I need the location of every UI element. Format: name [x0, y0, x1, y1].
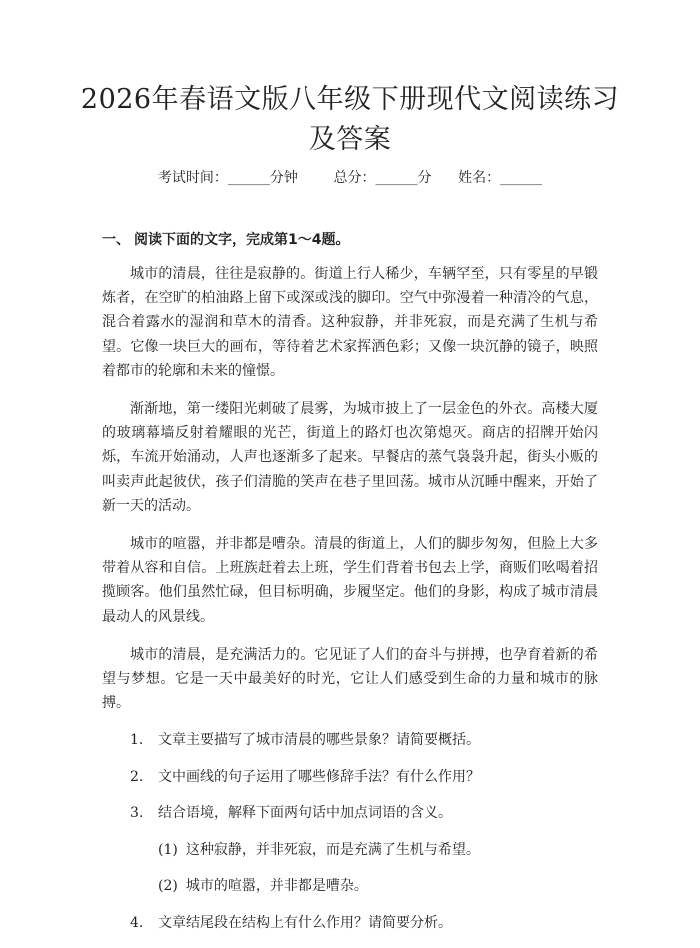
passage-paragraph-4: 城市的清晨，是充满活力的。它见证了人们的奋斗与拼搏，也孕育着新的希望与梦想。它是一天中最美好的时光，它让人们感受到生命的力量和城市的脉搏。: [102, 646, 598, 712]
question-2: [102, 766, 598, 788]
title-line-1: 2026年春语文版八年级下册现代文阅读练习: [80, 84, 620, 115]
passage-paragraph-2: 渐渐地，第一缕阳光刺破了晨雾，为城市披上了一层金色的外衣。高楼大厦的玻璃幕墙反射着耀眼的光芒，街道上的路灯也次第熄灭。商店的招牌开始闪烁，车流开始涌动，人声也逐渐多了起来。早餐店的蒸气袅袅升起，街头小贩的叫卖声此起彼伏，孩子们清脆的笑声在巷子里回荡。城市从沉睡中醒来，开始了新一天的活动。: [102, 401, 598, 514]
total-score-blank: ______: [375, 170, 418, 186]
sub-item-1: [102, 839, 598, 861]
question-text: 文章主要描写了城市清晨的哪些景象？请简要概括。: [158, 732, 480, 749]
question-1: [102, 729, 598, 751]
sub-item-text: 城市的喧嚣，并非都是嘈杂。: [185, 878, 368, 895]
sub-item-2: [102, 875, 598, 897]
exam-info-line: [0, 168, 700, 188]
reading-passage: [102, 262, 598, 948]
exam-time-blank: ______: [227, 170, 270, 186]
name-blank: ______: [500, 170, 543, 186]
total-score-label: 总分：: [333, 170, 376, 186]
question-text: 文章结尾段在结构上有什么作用？请简要分析。: [158, 914, 452, 931]
question-list: [102, 729, 598, 934]
question-4: [102, 912, 598, 934]
question-number: 1.: [130, 732, 144, 749]
sub-item-number: (2): [158, 878, 178, 895]
question-number: 2.: [130, 768, 144, 785]
section-number: 一、: [102, 232, 130, 248]
sub-item-number: (1): [158, 841, 178, 858]
document-title: [0, 80, 700, 160]
title-line-2: 及答案: [308, 124, 392, 155]
passage-paragraph-1: 城市的清晨，往往是寂静的。街道上行人稀少，车辆罕至，只有零星的早锻炼者，在空旷的柏油路上留下或深或浅的脚印。空气中弥漫着一种清冷的气息，混合着露水的湿润和草木的清香。这种寂静，并非死寂，而是充满了生机与希望。它像一块巨大的画布，等待着艺术家挥洒色彩；又像一块沉静的镜子，映照着都市的轮廓和未来的憧憬。: [102, 266, 598, 379]
name-label: 姓名：: [458, 170, 501, 186]
passage-paragraph-3: 城市的喧嚣，并非都是嘈杂。清晨的街道上，人们的脚步匆匆，但脸上大多带着从容和自信。上班族赶着去上班，学生们背着书包去上学，商贩们吆喝着招揽顾客。他们虽然忙碌，但目标明确，步履坚定。他们的身影，构成了城市清晨最动人的风景线。: [102, 536, 598, 625]
question-text: 结合语境，解释下面两句话中加点词语的含义。: [158, 805, 452, 822]
exam-time-unit: 分钟: [269, 170, 298, 186]
section-heading: [102, 229, 598, 251]
question-number: 3.: [130, 805, 144, 822]
total-score-unit: 分: [417, 170, 432, 186]
question-number: 4.: [130, 914, 144, 931]
exam-time-label: 考试时间：: [157, 170, 228, 186]
sub-item-text: 这种寂静，并非死寂，而是充满了生机与希望。: [185, 841, 480, 858]
question-text: 文中画线的句子运用了哪些修辞手法？有什么作用？: [158, 768, 480, 785]
section-heading-text: 阅读下面的文字，完成第1～4题。: [134, 232, 350, 248]
question-3: [102, 802, 598, 824]
